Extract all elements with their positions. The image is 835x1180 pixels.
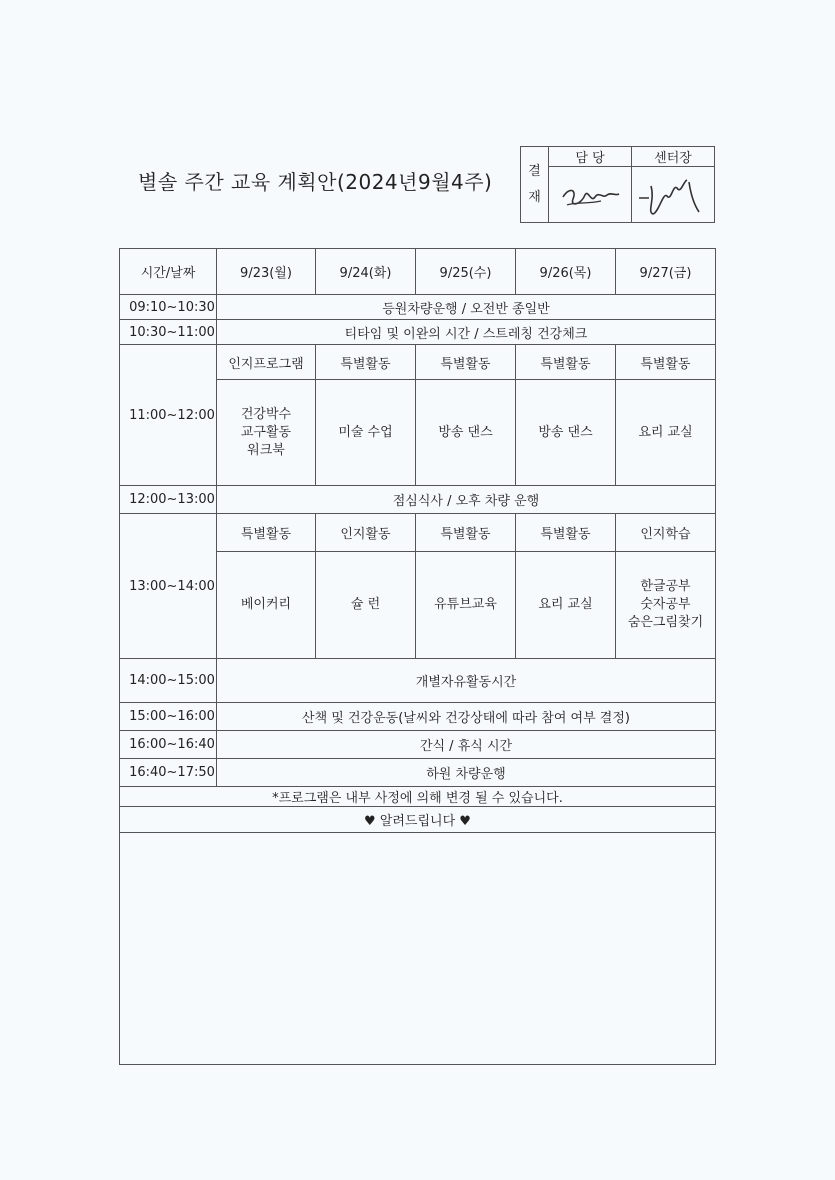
category-cell: 특별활동 [416,345,516,380]
schedule-row [120,320,716,345]
row-time: 16:00~16:40 [120,731,217,759]
activity-cell [616,552,716,659]
category-cell: 인지활동 [316,514,416,552]
header-time: 시간/날짜 [120,249,217,295]
category-cell: 특별활동 [516,345,616,380]
activity-line: 건강박수 [240,406,292,422]
schedule-row [120,295,716,320]
approval-box [520,146,715,223]
morning-category-row [120,345,716,380]
approval-label-bottom: 재 [528,189,541,205]
afternoon-category-row [120,514,716,552]
header-row [120,249,716,295]
activity-line: 베이커리 [240,597,292,612]
activity-line: 숨은그림찾기 [627,615,704,630]
approval-label-top: 결 [528,163,541,179]
schedule-row [120,659,716,703]
activity-line: 교구활동 [240,424,292,440]
page-title: 별솔 주간 교육 계획안(2024년9월4주) [138,170,493,194]
announcement-body [120,833,716,1065]
activity-cell [516,380,616,486]
activity-cell [217,552,316,659]
row-activity: 점심식사 / 오후 차량 운행 [217,486,716,514]
row-time: 13:00~14:00 [120,514,217,659]
schedule-row [120,703,716,731]
category-cell: 인지학습 [616,514,716,552]
staff-signature [549,167,632,223]
activity-line: 숫자공부 [640,597,691,612]
category-cell: 특별활동 [616,345,716,380]
activity-line: 미술 수업 [338,424,393,440]
header-day: 9/24(화) [316,249,416,295]
row-time: 16:40~17:50 [120,759,217,787]
activity-cell [416,552,516,659]
category-cell: 특별활동 [217,514,316,552]
header-day: 9/26(목) [516,249,616,295]
activity-cell [316,380,416,486]
director-signature [632,167,715,223]
row-activity: 개별자유활동시간 [217,659,716,703]
row-activity: 티타임 및 이완의 시간 / 스트레칭 건강체크 [217,320,716,345]
activity-line: 요리 교실 [538,597,593,612]
activity-line: 요리 교실 [638,424,693,440]
activity-line: 유튜브교육 [434,597,497,612]
announce-header-row [120,807,716,833]
activity-cell [616,380,716,486]
category-cell: 특별활동 [316,345,416,380]
row-time: 15:00~16:00 [120,703,217,731]
row-activity: 간식 / 휴식 시간 [217,731,716,759]
row-time: 11:00~12:00 [120,345,217,486]
role-director: 센터장 [632,147,715,167]
category-cell: 인지프로그램 [217,345,316,380]
announce-body-row [120,833,716,1065]
row-time: 09:10~10:30 [120,295,217,320]
announcement-header: ♥ 알려드립니다 ♥ [120,807,716,833]
activity-line: 워크북 [247,442,285,458]
row-activity: 하원 차량운행 [217,759,716,787]
schedule-row [120,486,716,514]
row-activity: 산책 및 건강운동(날씨와 건강상태에 따라 참여 여부 결정) [217,703,716,731]
row-time: 10:30~11:00 [120,320,217,345]
schedule-table [119,248,716,1065]
activity-cell [316,552,416,659]
category-cell: 특별활동 [516,514,616,552]
header-day: 9/25(수) [416,249,516,295]
header-day: 9/23(월) [217,249,316,295]
row-time: 12:00~13:00 [120,486,217,514]
staff-signature-image [555,175,625,215]
change-notice: *프로그램은 내부 사정에 의해 변경 될 수 있습니다. [120,787,716,807]
director-signature-image [633,172,713,218]
schedule-row [120,759,716,787]
activity-line: 방송 댄스 [438,424,493,440]
approval-label [521,147,549,223]
activity-line: 한글공부 [640,579,691,594]
category-cell: 특별활동 [416,514,516,552]
row-activity: 등원차량운행 / 오전반 종일반 [217,295,716,320]
activity-cell [416,380,516,486]
activity-cell [217,380,316,486]
header-day: 9/27(금) [616,249,716,295]
activity-line: 슐 런 [350,597,381,612]
activity-line: 방송 댄스 [538,424,593,440]
schedule-row [120,731,716,759]
notice-row [120,787,716,807]
row-time: 14:00~15:00 [120,659,217,703]
role-staff: 담 당 [549,147,632,167]
activity-cell [516,552,616,659]
